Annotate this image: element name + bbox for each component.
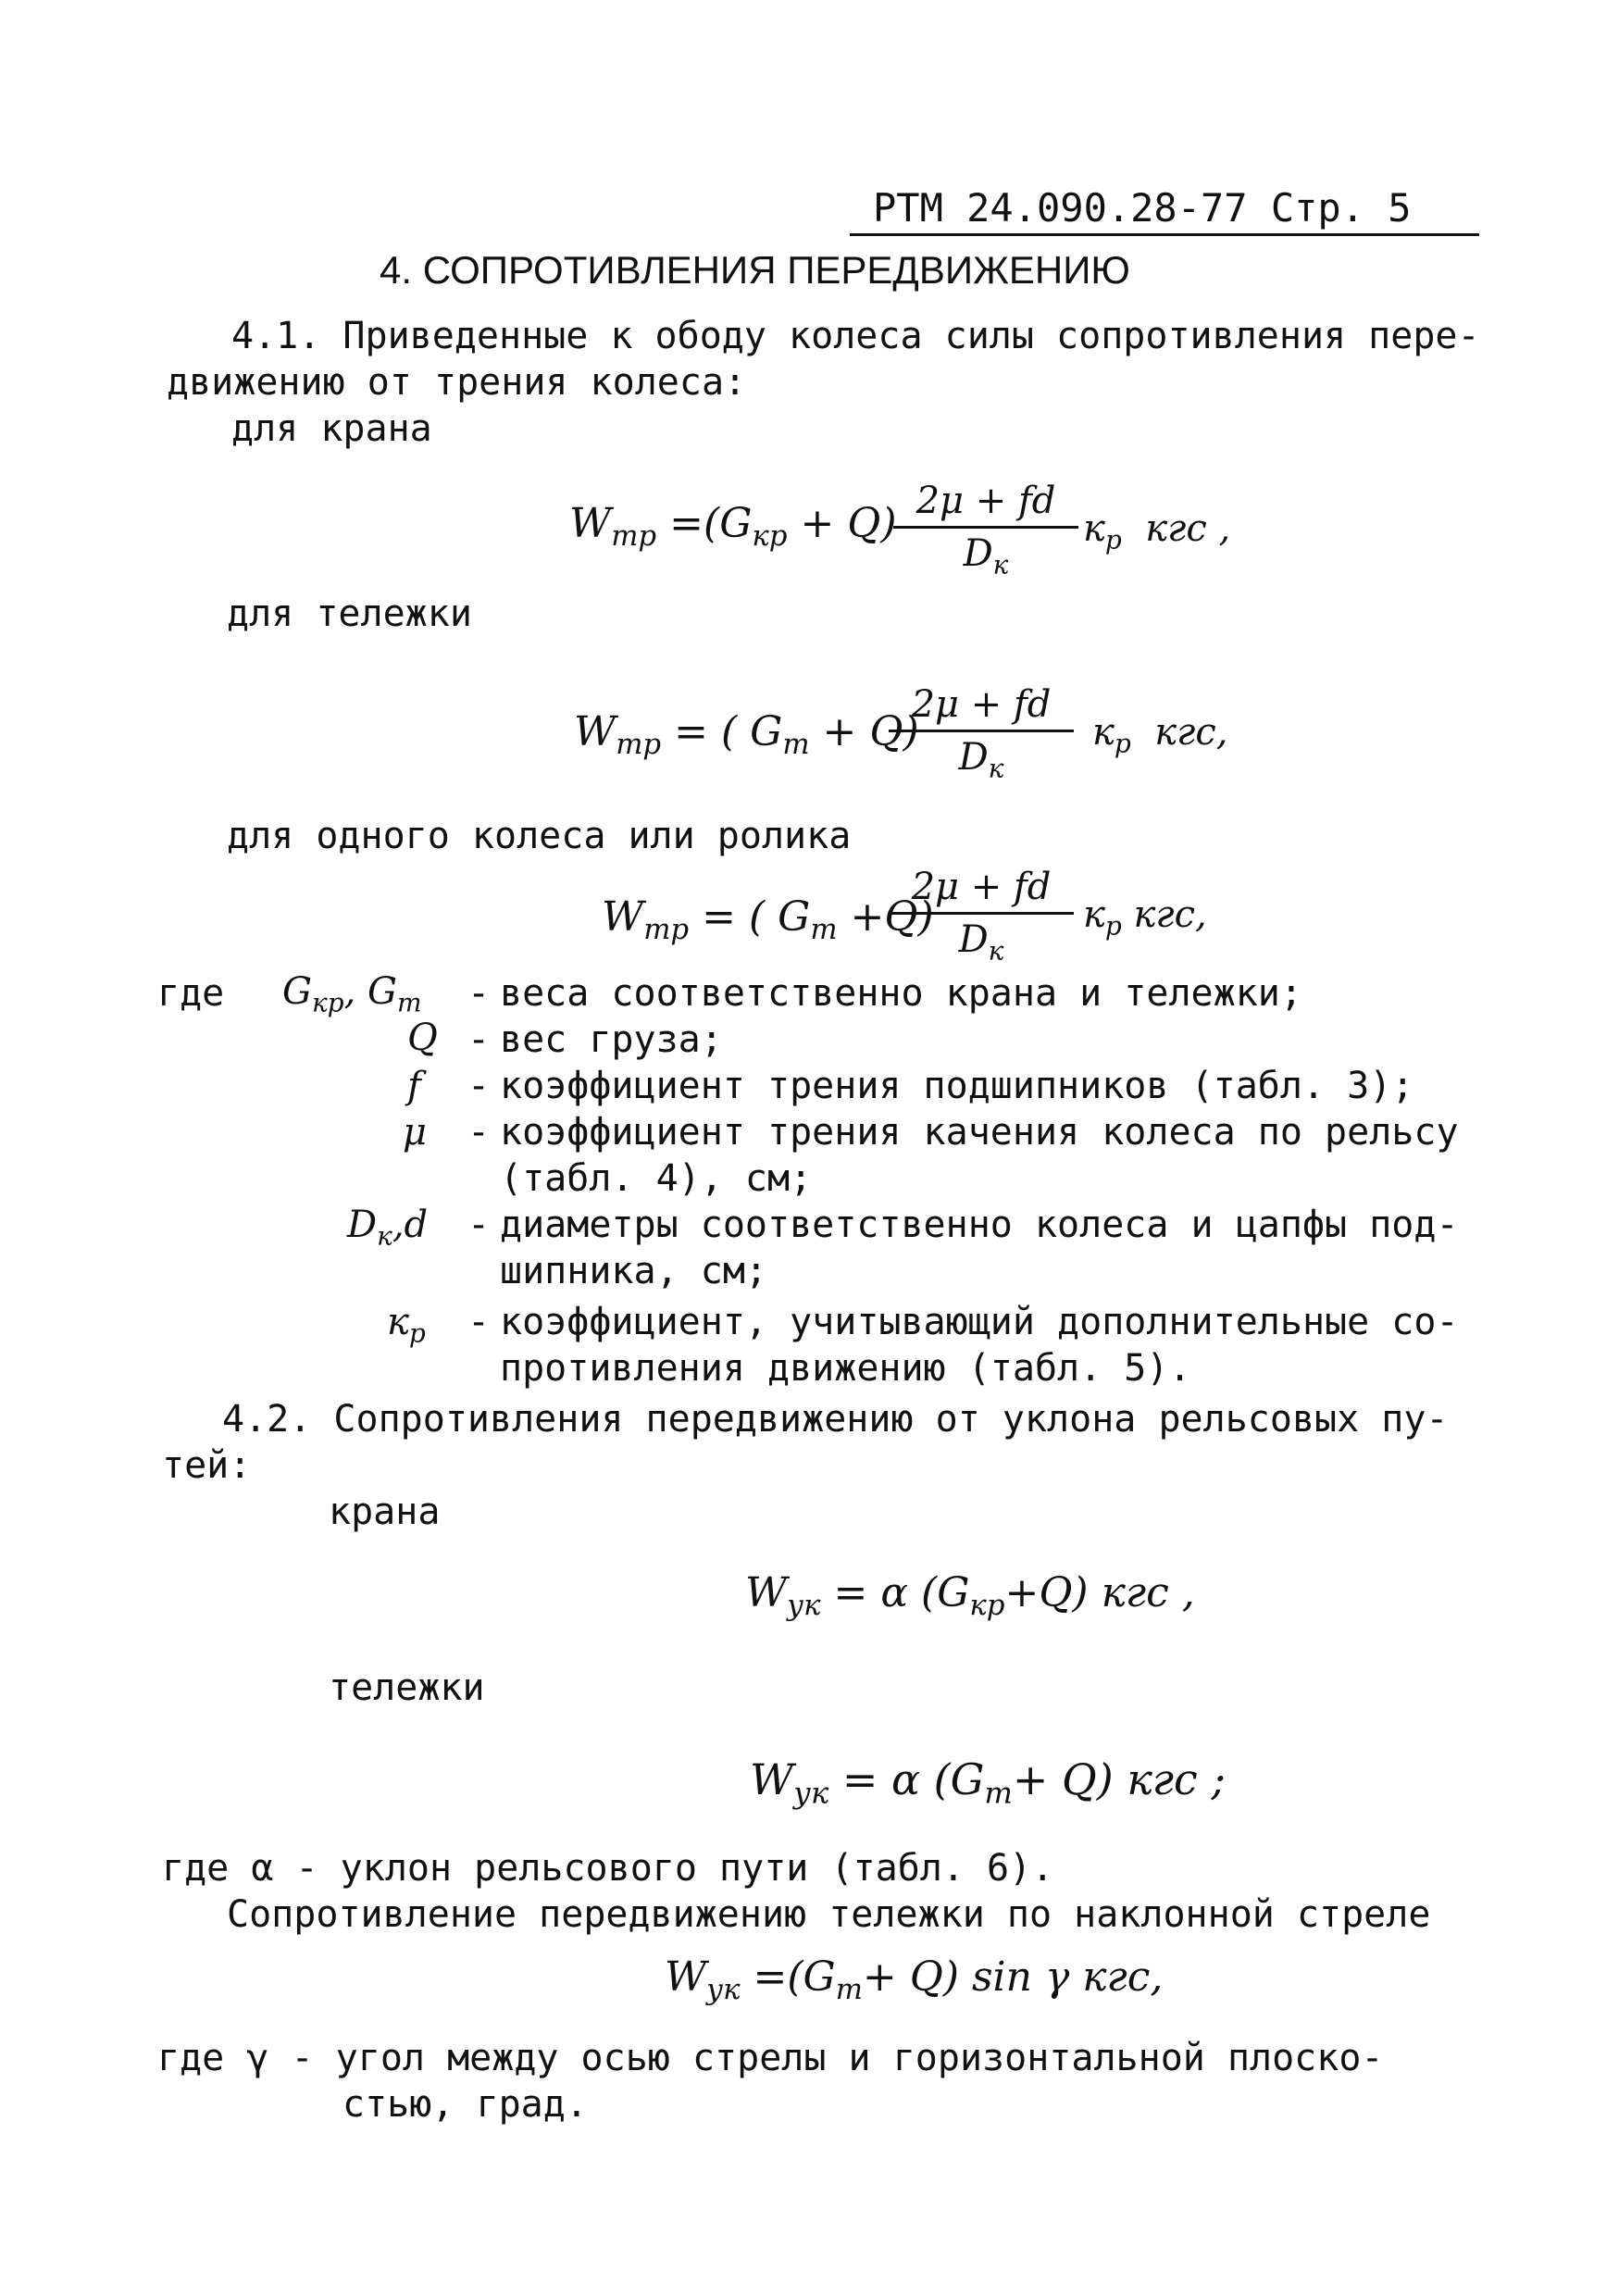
formula-wheel-friction: $W_{тр}$ = ( $G_т +Q$) bbox=[602, 893, 934, 947]
f2-fraction-bar bbox=[889, 730, 1074, 732]
legend-text-4b: шипника, см; bbox=[500, 1250, 767, 1292]
f2-coef-unit: $к_р$ кгс, bbox=[1092, 711, 1228, 759]
f1-fraction-bar bbox=[893, 526, 1078, 529]
p41-for-crane: для крана bbox=[231, 407, 432, 450]
f1-eq: =(G bbox=[669, 500, 753, 547]
f3-fraction-bar bbox=[889, 912, 1074, 915]
legend-text-2: коэффициент трения подшипников (табл. 3); bbox=[500, 1065, 1414, 1107]
legend-dash-2: - bbox=[467, 1065, 491, 1107]
p42-line1: 4.2. Сопротивления передвижению от уклона рельсовых пу- bbox=[222, 1398, 1449, 1441]
f1-g-sub: кр bbox=[752, 519, 788, 554]
p41-for-trolley: для тележки bbox=[227, 593, 472, 635]
f1-numerator: 2μ + fd bbox=[915, 480, 1056, 522]
legend-dash-4: - bbox=[467, 1204, 491, 1246]
legend-sym-d: $D_к,d$ bbox=[347, 1204, 429, 1252]
p42-trolley: тележки bbox=[329, 1666, 485, 1709]
f3-fraction bbox=[889, 866, 1074, 966]
f1-denominator: $D_к$ bbox=[963, 532, 1009, 580]
f3-numerator: 2μ + fd bbox=[911, 866, 1052, 908]
legend-sym-kp: $к_р$ bbox=[387, 1301, 426, 1349]
legend-dash-1: - bbox=[467, 1018, 491, 1061]
legend-text-3b: (табл. 4), см; bbox=[500, 1157, 813, 1200]
f1-coef-unit: $к_р$ кгс , bbox=[1083, 507, 1231, 555]
f2-fraction bbox=[889, 683, 1074, 783]
legend-text-5b: противления движению (табл. 5). bbox=[500, 1347, 1191, 1390]
f2-denominator: $D_к$ bbox=[958, 736, 1004, 784]
legend-text-5: коэффициент, учитывающий дополнительные со- bbox=[500, 1301, 1459, 1343]
incline-text: Сопротивление передвижению тележки по наклонной стреле bbox=[227, 1893, 1431, 1936]
legend-text-3: коэффициент трения качения колеса по рельсу bbox=[500, 1111, 1459, 1154]
legend-dash-5: - bbox=[467, 1301, 491, 1343]
page-header: РТМ 24.090.28-77 Стр. 5 bbox=[873, 185, 1412, 231]
legend-sym-f: f bbox=[407, 1065, 421, 1107]
legend-sym-q: Q bbox=[407, 1017, 438, 1059]
f3-coef-unit: $к_р$ кгс, bbox=[1083, 893, 1207, 942]
formula-crane-slope: $W_{ук} = \alpha$ $(G_{кр}+Q)$ кгс , bbox=[745, 1569, 1195, 1623]
legend-sym-mu: μ bbox=[403, 1111, 427, 1154]
formula-trolley-slope: $W_{ук} = \alpha$ $(G_т+ Q)$ кгс ; bbox=[750, 1754, 1226, 1811]
p41-line2: движению от трения колеса: bbox=[167, 361, 747, 404]
legend-text-1: вес груза; bbox=[500, 1018, 723, 1061]
p41-for-wheel: для одного колеса или ролика bbox=[227, 815, 852, 857]
formula-trolley-friction: $W_{тр}$ = ( $G_т + Q$) bbox=[574, 708, 919, 762]
f1-lhs: W bbox=[569, 500, 612, 547]
header-rule bbox=[850, 233, 1479, 236]
f1-lhs-sub: тр bbox=[611, 519, 657, 554]
legend-where: где bbox=[157, 972, 225, 1015]
where-gamma-line1: где γ - угол между осью стрелы и горизонтальной плоско- bbox=[157, 2037, 1384, 2079]
p42-line2: тей: bbox=[162, 1444, 252, 1487]
legend-text-0: веса соответственно крана и тележки; bbox=[500, 972, 1302, 1015]
f3-denominator: $D_к$ bbox=[958, 918, 1004, 967]
formula-incline: $W_{ук} =(G_т+ Q)$ sin γ кгс, bbox=[665, 1953, 1164, 2007]
legend-dash-0: - bbox=[467, 972, 491, 1015]
f1-plus-q: + Q) bbox=[800, 500, 897, 547]
f1-fraction bbox=[893, 480, 1078, 580]
where-alpha: где α - уклон рельсового пути (табл. 6). bbox=[162, 1847, 1054, 1890]
formula-crane-friction bbox=[569, 500, 897, 553]
p41-line1: 4.1. Приведенные к ободу колеса силы сопротивления пере- bbox=[231, 315, 1480, 357]
p42-crane: крана bbox=[329, 1491, 441, 1533]
section-title: 4. СОПРОТИВЛЕНИЯ ПЕРЕДВИЖЕНИЮ bbox=[380, 248, 1130, 292]
legend-sym-g: $G_{кр}$, $G_т$ bbox=[282, 970, 422, 1018]
legend-dash-3: - bbox=[467, 1111, 491, 1154]
where-gamma-line2: стью, град. bbox=[342, 2083, 588, 2126]
f2-numerator: 2μ + fd bbox=[911, 683, 1052, 726]
legend-text-4: диаметры соответственно колеса и цапфы под- bbox=[500, 1204, 1459, 1246]
